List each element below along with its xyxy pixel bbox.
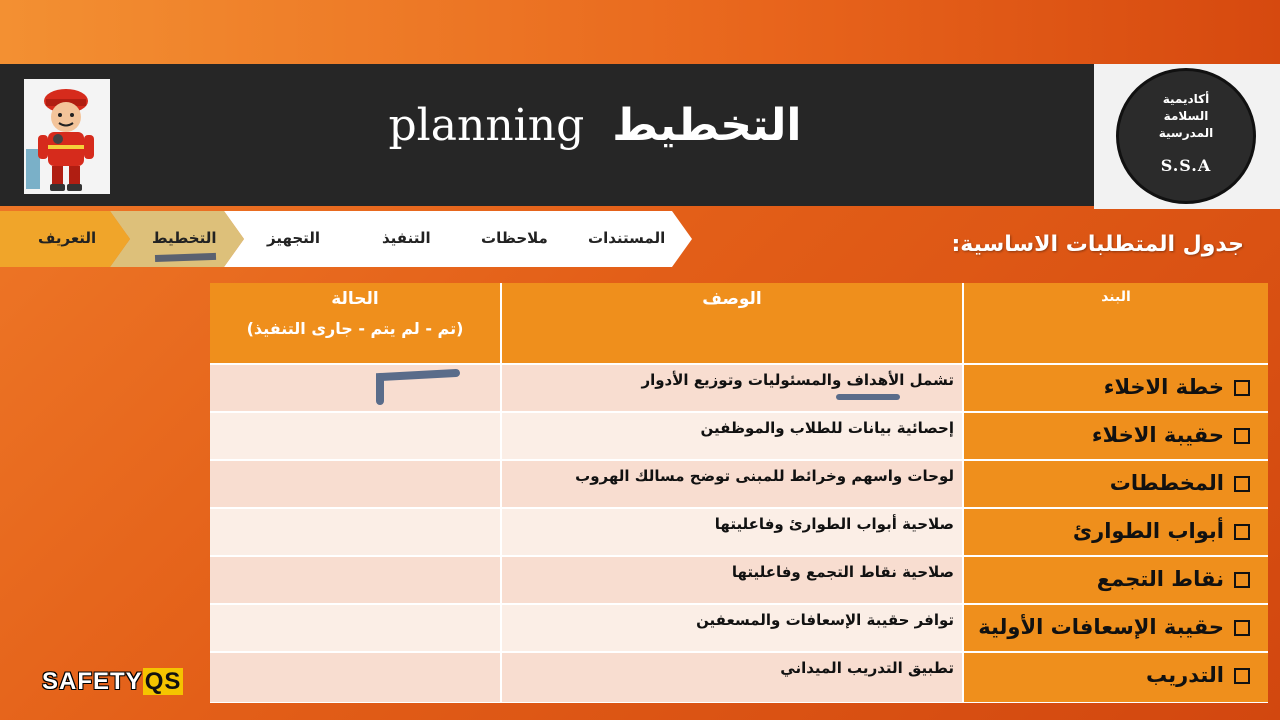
status-cell[interactable] xyxy=(210,413,500,459)
pen-underline-mark xyxy=(836,394,900,400)
description-cell: تشمل الأهداف والمسئوليات وتوزيع الأدوار xyxy=(502,365,962,411)
page-title-ar: التخطيط xyxy=(612,100,802,151)
logo-line-2: السلامة xyxy=(1163,109,1209,123)
item-label: التدريب xyxy=(1146,663,1224,687)
checkbox-icon[interactable] xyxy=(1234,620,1250,636)
firefighter-mascot xyxy=(24,79,110,194)
checkbox-icon[interactable] xyxy=(1234,668,1250,684)
description-cell: صلاحية أبواب الطوارئ وفاعليتها xyxy=(502,509,962,555)
item-label: المخططات xyxy=(1109,471,1224,495)
logo-abbreviation: S.S.A xyxy=(1160,156,1212,175)
table-row-item xyxy=(964,653,1268,702)
step-definition[interactable]: التعريف xyxy=(38,229,97,247)
step-preparation[interactable]: التجهيز xyxy=(267,229,321,247)
table-row-item xyxy=(964,461,1268,507)
table-row-item xyxy=(964,413,1268,459)
status-cell[interactable] xyxy=(210,653,500,702)
brand-highlight: QS xyxy=(144,668,182,695)
item-label: حقيبة الاخلاء xyxy=(1091,423,1224,447)
checkmark-icon xyxy=(210,365,500,411)
section-title: جدول المتطلبات الاساسية: xyxy=(951,232,1244,257)
logo-line-3: المدرسية xyxy=(1158,126,1214,140)
top-strip xyxy=(0,0,1280,64)
status-cell[interactable] xyxy=(210,365,500,411)
checkbox-icon[interactable] xyxy=(1234,524,1250,540)
description-cell: توافر حقيبة الإسعافات والمسعفين xyxy=(502,605,962,651)
safetyqs-brand xyxy=(42,668,183,696)
table-row-item xyxy=(964,365,1268,411)
item-label: خطة الاخلاء xyxy=(1103,375,1224,399)
item-label: أبواب الطوارئ xyxy=(1072,519,1224,543)
status-cell[interactable] xyxy=(210,509,500,555)
table-row-item xyxy=(964,605,1268,651)
header-status xyxy=(210,283,500,363)
checkbox-icon[interactable] xyxy=(1234,476,1250,492)
checkbox-icon[interactable] xyxy=(1234,380,1250,396)
status-cell[interactable] xyxy=(210,605,500,651)
step-planning[interactable]: التخطيط xyxy=(152,229,217,247)
page-title-en: planning xyxy=(388,100,585,151)
status-cell[interactable] xyxy=(210,461,500,507)
header-description: الوصف xyxy=(502,283,962,363)
brand-text: SAFETY xyxy=(42,668,143,695)
header-status-hint: (تم - لم يتم - جارى التنفيذ) xyxy=(246,319,464,338)
logo-circle xyxy=(1116,68,1256,204)
description-cell: صلاحية نقاط التجمع وفاعليتها xyxy=(502,557,962,603)
checkbox-icon[interactable] xyxy=(1234,428,1250,444)
checkbox-icon[interactable] xyxy=(1234,572,1250,588)
ssa-logo xyxy=(1094,64,1280,209)
step-notes[interactable]: ملاحظات xyxy=(481,229,548,247)
page-title xyxy=(260,96,930,156)
header-item: البند xyxy=(964,283,1268,363)
step-documents[interactable]: المستندات xyxy=(588,229,666,247)
item-label: نقاط التجمع xyxy=(1096,567,1224,591)
logo-line-1: أكاديمية xyxy=(1162,92,1210,106)
table-row-item xyxy=(964,557,1268,603)
step-execution[interactable]: التنفيذ xyxy=(382,229,431,247)
description-cell: تطبيق التدريب الميداني xyxy=(502,653,962,702)
firefighter-icon xyxy=(24,79,110,194)
description-cell: إحصائية بيانات للطلاب والموظفين xyxy=(502,413,962,459)
item-label: حقيبة الإسعافات الأولية xyxy=(978,615,1224,639)
header-status-label: الحالة xyxy=(331,289,379,309)
table-row-item xyxy=(964,509,1268,555)
description-cell: لوحات واسهم وخرائط للمبنى توضح مسالك الهروب xyxy=(502,461,962,507)
status-cell[interactable] xyxy=(210,557,500,603)
